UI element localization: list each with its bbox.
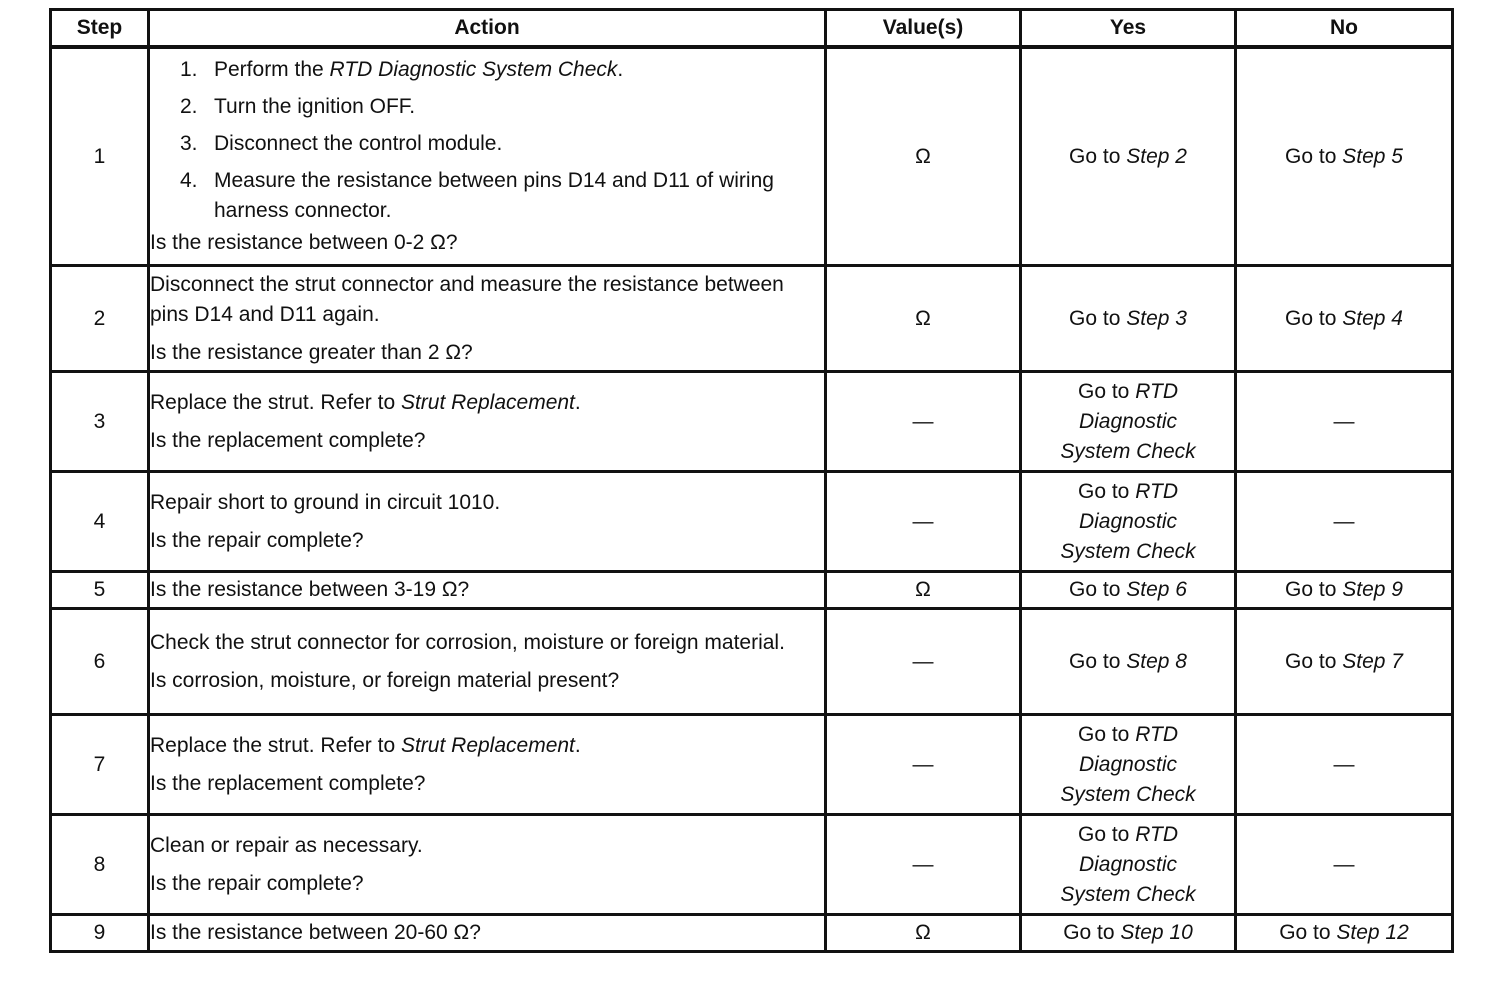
step-number: 1	[51, 47, 149, 266]
value-cell: —	[826, 372, 1021, 472]
table-row	[51, 572, 1453, 609]
header-action: Action	[149, 10, 826, 48]
yes-cell	[1021, 609, 1236, 715]
action-cell	[149, 815, 826, 915]
step-number: 6	[51, 609, 149, 715]
goto-target: RTD	[1135, 822, 1178, 846]
action-cell	[149, 266, 826, 372]
action-text-end: .	[574, 390, 581, 414]
goto-target: Step 12	[1336, 921, 1409, 944]
yes-cell	[1021, 372, 1236, 472]
header-no: No	[1236, 10, 1453, 48]
value-cell: Ω	[826, 572, 1021, 609]
header-row	[51, 10, 1453, 48]
value-cell: Ω	[826, 266, 1021, 372]
action-question: Is the resistance between 0-2 Ω?	[150, 231, 458, 254]
goto-text: Go to	[1285, 649, 1343, 673]
action-step-text	[214, 55, 824, 85]
table-row	[51, 47, 1453, 266]
goto-target: Step 2	[1126, 144, 1187, 168]
action-text	[150, 731, 824, 761]
action-cell	[149, 572, 826, 609]
action-cell	[149, 47, 826, 266]
yes-cell	[1021, 572, 1236, 609]
procedure-reference: Strut Replacement	[400, 733, 575, 757]
goto-target: Step 8	[1126, 649, 1187, 673]
action-text: Disconnect the strut connector and measure the resistance between pins D14 and D11 again.	[150, 272, 784, 326]
goto-text: Go to	[1285, 578, 1343, 601]
step-number: 8	[51, 815, 149, 915]
goto-target: Step 6	[1126, 578, 1187, 601]
action-step-number: 2.	[180, 95, 198, 118]
no-cell: —	[1236, 715, 1453, 815]
goto-target: RTD	[1135, 722, 1178, 746]
goto-target: Step 10	[1120, 921, 1193, 944]
goto-line	[1022, 477, 1234, 507]
action-step-item	[180, 92, 824, 122]
goto-target: Step 4	[1342, 306, 1403, 330]
table-row	[51, 472, 1453, 572]
action-step-number: 1.	[180, 58, 198, 81]
no-cell: —	[1236, 815, 1453, 915]
no-cell	[1236, 47, 1453, 266]
value-cell: —	[826, 472, 1021, 572]
goto-target-line: Diagnostic	[1078, 752, 1178, 776]
yes-cell	[1021, 472, 1236, 572]
action-text-end: .	[574, 733, 581, 757]
action-text-start: Replace the strut. Refer to	[150, 733, 401, 757]
goto-text: Go to	[1063, 921, 1121, 944]
action-step-text: Measure the resistance between pins D14 and D11 of wiring harness connector.	[214, 169, 774, 222]
goto-text: Go to	[1078, 479, 1136, 503]
goto-text: Go to	[1078, 822, 1136, 846]
goto-target: RTD	[1135, 479, 1178, 503]
action-step-item	[180, 55, 824, 85]
action-cell	[149, 915, 826, 952]
value-cell: —	[826, 715, 1021, 815]
goto-text: Go to	[1285, 144, 1343, 168]
action-question: Is the repair complete?	[150, 871, 364, 895]
step-number: 5	[51, 572, 149, 609]
value-cell: Ω	[826, 915, 1021, 952]
goto-text: Go to	[1078, 722, 1136, 746]
value-cell: —	[826, 815, 1021, 915]
goto-target-line: System Check	[1060, 782, 1196, 806]
procedure-reference: RTD Diagnostic System Check	[329, 58, 618, 81]
action-cell	[149, 609, 826, 715]
goto-text: Go to	[1069, 649, 1127, 673]
no-cell	[1236, 572, 1453, 609]
goto-line	[1022, 377, 1234, 407]
goto-line	[1022, 720, 1234, 750]
action-step-item	[180, 129, 824, 159]
goto-target: Step 5	[1342, 144, 1403, 168]
action-question: Is corrosion, moisture, or foreign material present?	[150, 668, 620, 692]
goto-text: Go to	[1279, 921, 1337, 944]
step-number: 7	[51, 715, 149, 815]
value-cell: —	[826, 609, 1021, 715]
yes-cell	[1021, 915, 1236, 952]
goto-target: Step 9	[1342, 578, 1403, 601]
action-cell	[149, 472, 826, 572]
action-step-text: Disconnect the control module.	[214, 132, 503, 155]
yes-cell	[1021, 715, 1236, 815]
table-row	[51, 609, 1453, 715]
action-question: Is the resistance between 3-19 Ω?	[150, 578, 470, 601]
action-text-end: .	[617, 58, 624, 81]
action-text: Check the strut connector for corrosion, moisture or foreign material.	[150, 630, 785, 654]
header-step: Step	[51, 10, 149, 48]
action-question: Is the resistance greater than 2 Ω?	[150, 340, 473, 364]
goto-text: Go to	[1078, 379, 1136, 403]
goto-target-line: System Check	[1060, 882, 1196, 906]
no-cell: —	[1236, 372, 1453, 472]
step-number: 2	[51, 266, 149, 372]
goto-target-line: Diagnostic	[1078, 409, 1178, 433]
step-number: 4	[51, 472, 149, 572]
action-step-number: 4.	[180, 169, 198, 192]
action-question: Is the replacement complete?	[150, 771, 426, 795]
goto-text: Go to	[1069, 578, 1127, 601]
goto-target-line: System Check	[1060, 439, 1196, 463]
action-text: Repair short to ground in circuit 1010.	[150, 490, 501, 514]
no-cell	[1236, 915, 1453, 952]
action-step-text: Turn the ignition OFF.	[214, 95, 416, 118]
goto-line	[1022, 820, 1234, 850]
step-number: 3	[51, 372, 149, 472]
value-cell: Ω	[826, 47, 1021, 266]
table-row	[51, 915, 1453, 952]
goto-target-line: System Check	[1060, 539, 1196, 563]
action-text: Perform the	[214, 58, 330, 81]
action-text: Clean or repair as necessary.	[150, 833, 423, 857]
action-cell	[149, 372, 826, 472]
action-question: Is the repair complete?	[150, 528, 364, 552]
action-question: Is the resistance between 20-60 Ω?	[150, 921, 481, 944]
table-row	[51, 372, 1453, 472]
header-yes: Yes	[1021, 10, 1236, 48]
action-step-list	[150, 55, 824, 226]
action-step-item	[180, 166, 824, 226]
goto-target-line: Diagnostic	[1078, 509, 1178, 533]
header-values: Value(s)	[826, 10, 1021, 48]
goto-target: Step 7	[1342, 649, 1403, 673]
no-cell	[1236, 609, 1453, 715]
action-text	[150, 388, 824, 418]
yes-cell	[1021, 815, 1236, 915]
goto-text: Go to	[1069, 306, 1127, 330]
diagnostic-table	[49, 8, 1454, 953]
action-cell	[149, 715, 826, 815]
yes-cell	[1021, 266, 1236, 372]
table-row	[51, 715, 1453, 815]
step-number: 9	[51, 915, 149, 952]
goto-text: Go to	[1069, 144, 1127, 168]
goto-target: Step 3	[1126, 306, 1187, 330]
action-step-number: 3.	[180, 132, 198, 155]
table-row	[51, 266, 1453, 372]
procedure-reference: Strut Replacement	[400, 390, 575, 414]
goto-text: Go to	[1285, 306, 1343, 330]
goto-target: RTD	[1135, 379, 1178, 403]
no-cell: —	[1236, 472, 1453, 572]
no-cell	[1236, 266, 1453, 372]
goto-target-line: Diagnostic	[1078, 852, 1178, 876]
yes-cell	[1021, 47, 1236, 266]
action-text-start: Replace the strut. Refer to	[150, 390, 401, 414]
action-question: Is the replacement complete?	[150, 428, 426, 452]
table-row	[51, 815, 1453, 915]
